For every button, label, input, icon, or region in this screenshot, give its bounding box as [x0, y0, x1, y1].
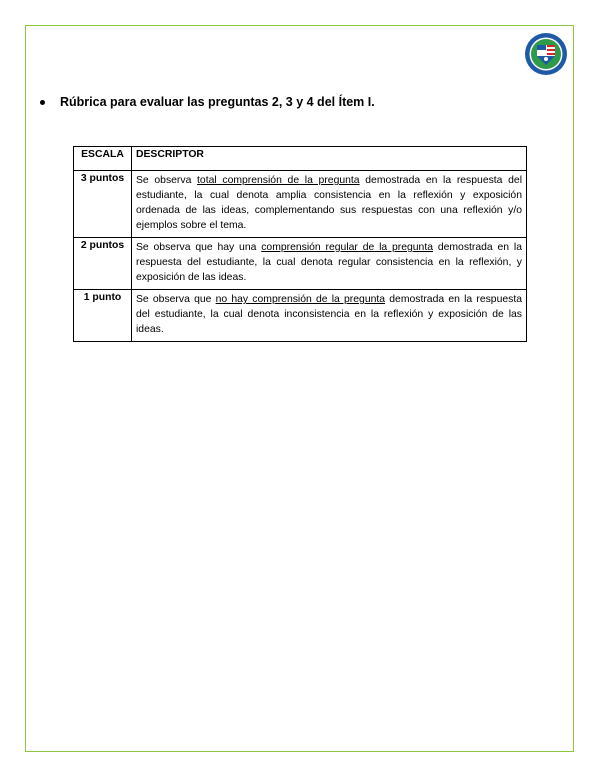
descriptor-key-phrase: no hay comprensión de la pregunta: [215, 294, 386, 305]
descriptor-key-phrase: total comprensión de la pregunta: [197, 175, 360, 186]
table-row: [74, 171, 527, 238]
bullet-icon: [40, 100, 45, 105]
page-border: [25, 25, 574, 752]
descriptor-key-phrase: comprensión regular de la pregunta: [261, 242, 434, 253]
descriptor-cell: [132, 290, 527, 342]
descriptor-text: demostrada en la respuesta del estudiante, la cual denota inconsistencia en la reflexión y exposición de las ideas.: [136, 294, 522, 335]
descriptor-text: demostrada en la respuesta del estudiante, la cual denota regular consistencia en la reflexión, y exposición de las ideas.: [136, 242, 522, 283]
table-row: [74, 238, 527, 290]
descriptor-text: Se observa: [136, 175, 198, 186]
score-cell: 1 punto: [74, 290, 132, 342]
rubric-heading: [40, 95, 375, 109]
table-header-row: [74, 147, 527, 171]
score-cell: 2 puntos: [74, 238, 132, 290]
table-row: [74, 290, 527, 342]
descriptor-text: demostrada en la respuesta del estudiante, la cual denota amplia consistencia en la reflexión y exposición ordenada de las ideas, complementando sus respuestas con una reflexión y/o ejemplos sobre el tema.: [136, 175, 523, 231]
score-cell: 3 puntos: [74, 171, 132, 238]
descriptor-text: Se observa que hay una: [136, 242, 262, 253]
header-descriptor: DESCRIPTOR: [132, 147, 527, 171]
rubric-table: [73, 146, 527, 342]
school-seal-logo: [524, 32, 568, 76]
descriptor-text: Se observa que: [136, 294, 216, 305]
rubric-heading-text: Rúbrica para evaluar las preguntas 2, 3 y 4 del Ítem I.: [60, 95, 375, 109]
descriptor-cell: [132, 238, 527, 290]
descriptor-cell: [132, 171, 527, 238]
header-escala: ESCALA: [74, 147, 132, 171]
